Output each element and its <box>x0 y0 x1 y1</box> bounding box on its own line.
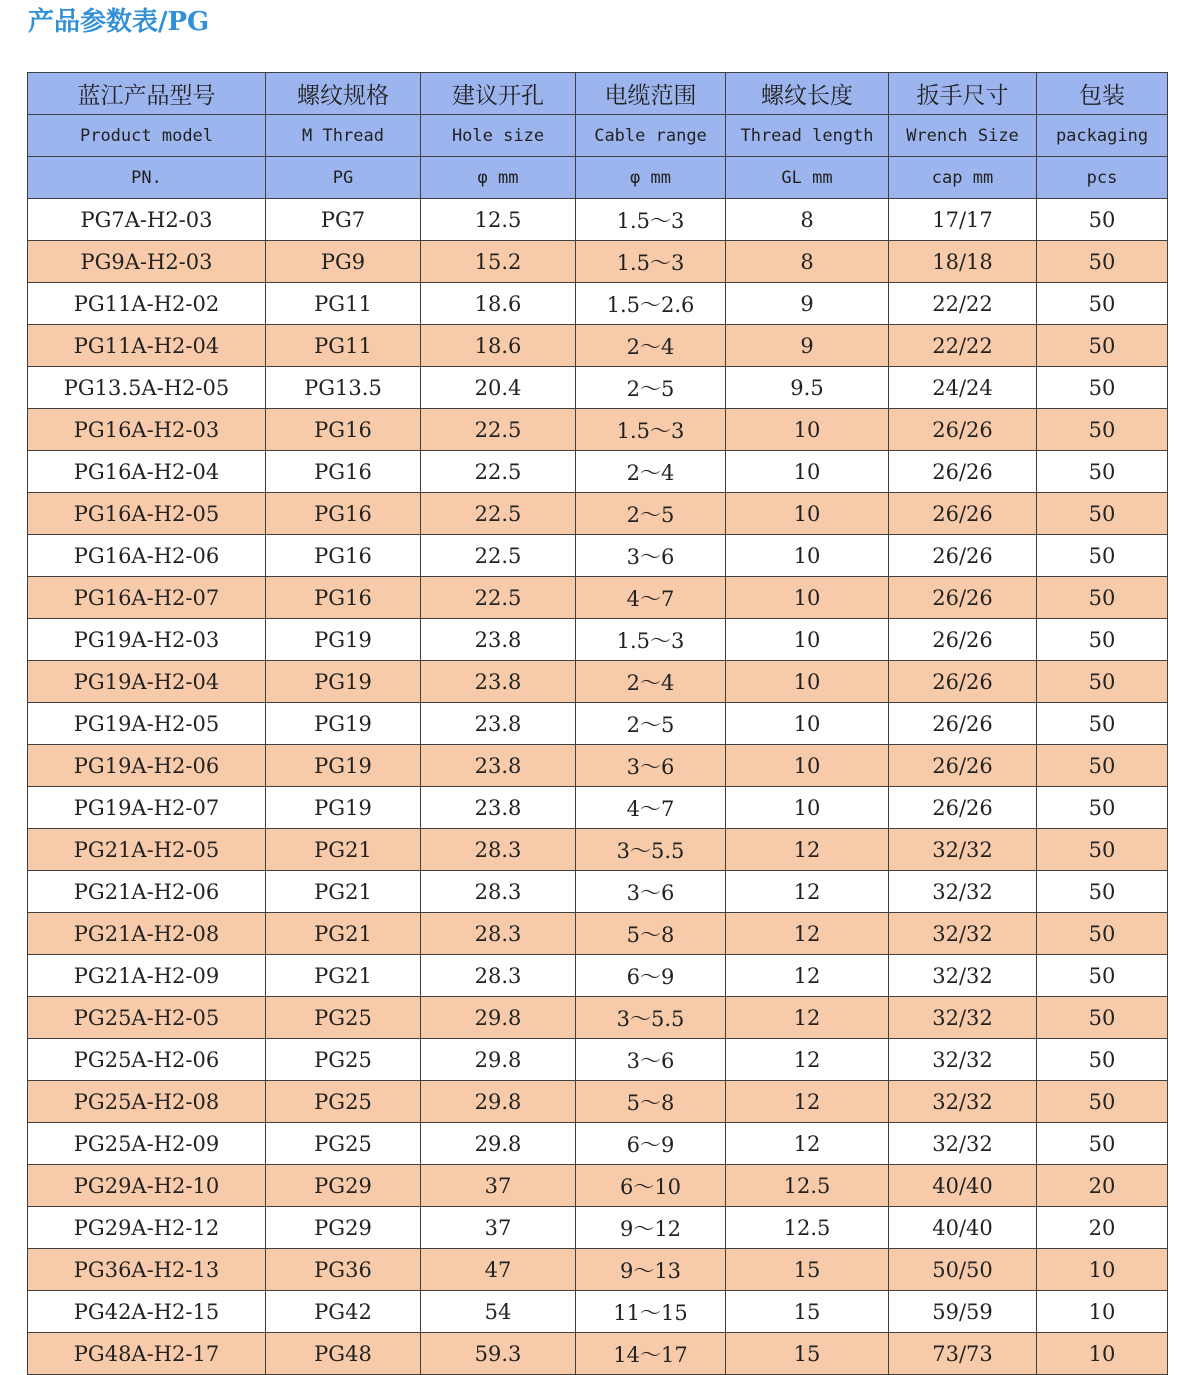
cell-cable-range: 2～5 <box>576 493 726 535</box>
cell-thread-length: 10 <box>726 787 889 829</box>
table-row <box>28 367 1168 409</box>
header-cn-product-model: 蓝江产品型号 <box>28 73 266 115</box>
table-row <box>28 451 1168 493</box>
table-row <box>28 1333 1168 1375</box>
cell-product-model: PG19A-H2-03 <box>28 619 266 661</box>
cell-thread: PG16 <box>266 493 421 535</box>
cell-thread-length: 12 <box>726 1039 889 1081</box>
cell-cable-range: 6～10 <box>576 1165 726 1207</box>
cell-wrench-size: 40/40 <box>889 1207 1037 1249</box>
cell-wrench-size: 17/17 <box>889 199 1037 241</box>
table-row <box>28 325 1168 367</box>
cell-hole-size: 22.5 <box>421 451 576 493</box>
cell-cable-range: 3～6 <box>576 1039 726 1081</box>
cell-packaging: 50 <box>1037 913 1168 955</box>
cell-cable-range: 1.5～3 <box>576 241 726 283</box>
header-en-cable-range: Cable range <box>576 115 726 157</box>
cell-hole-size: 18.6 <box>421 325 576 367</box>
cell-thread-length: 15 <box>726 1249 889 1291</box>
header-cn-thread: 螺纹规格 <box>266 73 421 115</box>
cell-thread: PG7 <box>266 199 421 241</box>
cell-wrench-size: 26/26 <box>889 745 1037 787</box>
header-en-thread-length: Thread length <box>726 115 889 157</box>
header-unit-product-model: PN. <box>28 157 266 199</box>
header-unit-hole-size: φ mm <box>421 157 576 199</box>
cell-thread: PG29 <box>266 1207 421 1249</box>
cell-wrench-size: 24/24 <box>889 367 1037 409</box>
cell-thread: PG25 <box>266 1081 421 1123</box>
cell-packaging: 50 <box>1037 1081 1168 1123</box>
cell-packaging: 20 <box>1037 1165 1168 1207</box>
table-row <box>28 199 1168 241</box>
cell-hole-size: 22.5 <box>421 577 576 619</box>
cell-packaging: 50 <box>1037 1123 1168 1165</box>
cell-hole-size: 23.8 <box>421 619 576 661</box>
table-row <box>28 661 1168 703</box>
cell-cable-range: 3～6 <box>576 535 726 577</box>
cell-thread: PG36 <box>266 1249 421 1291</box>
table-row <box>28 913 1168 955</box>
cell-packaging: 10 <box>1037 1249 1168 1291</box>
cell-hole-size: 59.3 <box>421 1333 576 1375</box>
cell-thread-length: 10 <box>726 409 889 451</box>
cell-hole-size: 28.3 <box>421 913 576 955</box>
header-unit-thread: PG <box>266 157 421 199</box>
cell-hole-size: 23.8 <box>421 787 576 829</box>
cell-product-model: PG11A-H2-02 <box>28 283 266 325</box>
cell-packaging: 50 <box>1037 409 1168 451</box>
table-header <box>28 73 1168 199</box>
cell-thread: PG25 <box>266 1039 421 1081</box>
cell-thread: PG21 <box>266 829 421 871</box>
header-cn-thread-length: 螺纹长度 <box>726 73 889 115</box>
cell-wrench-size: 26/26 <box>889 493 1037 535</box>
cell-thread: PG21 <box>266 871 421 913</box>
cell-thread: PG19 <box>266 661 421 703</box>
cell-thread: PG19 <box>266 787 421 829</box>
cell-wrench-size: 26/26 <box>889 409 1037 451</box>
table-row <box>28 1165 1168 1207</box>
cell-wrench-size: 26/26 <box>889 577 1037 619</box>
header-unit-packaging: pcs <box>1037 157 1168 199</box>
cell-wrench-size: 32/32 <box>889 829 1037 871</box>
cell-thread-length: 9.5 <box>726 367 889 409</box>
cell-wrench-size: 22/22 <box>889 283 1037 325</box>
cell-packaging: 20 <box>1037 1207 1168 1249</box>
cell-product-model: PG21A-H2-08 <box>28 913 266 955</box>
cell-wrench-size: 59/59 <box>889 1291 1037 1333</box>
cell-cable-range: 2～4 <box>576 661 726 703</box>
cell-wrench-size: 32/32 <box>889 997 1037 1039</box>
cell-cable-range: 2～4 <box>576 451 726 493</box>
cell-thread-length: 9 <box>726 325 889 367</box>
cell-packaging: 50 <box>1037 367 1168 409</box>
cell-packaging: 50 <box>1037 1039 1168 1081</box>
cell-thread: PG16 <box>266 409 421 451</box>
cell-thread: PG9 <box>266 241 421 283</box>
cell-thread: PG21 <box>266 955 421 997</box>
cell-thread: PG42 <box>266 1291 421 1333</box>
cell-thread: PG16 <box>266 535 421 577</box>
cell-thread-length: 8 <box>726 241 889 283</box>
cell-packaging: 50 <box>1037 997 1168 1039</box>
header-unit-cable-range: φ mm <box>576 157 726 199</box>
cell-thread-length: 12 <box>726 955 889 997</box>
table-row <box>28 871 1168 913</box>
cell-wrench-size: 32/32 <box>889 913 1037 955</box>
header-row-units <box>28 157 1168 199</box>
cell-thread-length: 10 <box>726 703 889 745</box>
cell-product-model: PG29A-H2-10 <box>28 1165 266 1207</box>
cell-thread-length: 10 <box>726 745 889 787</box>
cell-thread: PG25 <box>266 1123 421 1165</box>
cell-packaging: 50 <box>1037 283 1168 325</box>
cell-hole-size: 37 <box>421 1207 576 1249</box>
cell-thread-length: 10 <box>726 577 889 619</box>
table-row <box>28 745 1168 787</box>
cell-hole-size: 20.4 <box>421 367 576 409</box>
cell-packaging: 50 <box>1037 451 1168 493</box>
cell-wrench-size: 32/32 <box>889 1081 1037 1123</box>
header-en-wrench-size: Wrench Size <box>889 115 1037 157</box>
header-cn-packaging: 包装 <box>1037 73 1168 115</box>
cell-wrench-size: 26/26 <box>889 619 1037 661</box>
table-row <box>28 955 1168 997</box>
cell-thread-length: 12 <box>726 997 889 1039</box>
table-row <box>28 1291 1168 1333</box>
table-row <box>28 1123 1168 1165</box>
cell-thread: PG11 <box>266 325 421 367</box>
table-row <box>28 1081 1168 1123</box>
cell-thread: PG16 <box>266 451 421 493</box>
header-cn-wrench-size: 扳手尺寸 <box>889 73 1037 115</box>
cell-thread-length: 12.5 <box>726 1207 889 1249</box>
cell-thread-length: 10 <box>726 619 889 661</box>
cell-hole-size: 18.6 <box>421 283 576 325</box>
cell-packaging: 50 <box>1037 661 1168 703</box>
cell-product-model: PG29A-H2-12 <box>28 1207 266 1249</box>
cell-product-model: PG48A-H2-17 <box>28 1333 266 1375</box>
cell-hole-size: 54 <box>421 1291 576 1333</box>
table-row <box>28 1249 1168 1291</box>
cell-wrench-size: 18/18 <box>889 241 1037 283</box>
cell-cable-range: 3～6 <box>576 745 726 787</box>
cell-hole-size: 23.8 <box>421 703 576 745</box>
cell-hole-size: 15.2 <box>421 241 576 283</box>
cell-product-model: PG19A-H2-05 <box>28 703 266 745</box>
cell-thread-length: 15 <box>726 1333 889 1375</box>
cell-thread: PG13.5 <box>266 367 421 409</box>
table-row <box>28 997 1168 1039</box>
cell-cable-range: 9～13 <box>576 1249 726 1291</box>
cell-product-model: PG36A-H2-13 <box>28 1249 266 1291</box>
header-cn-hole-size: 建议开孔 <box>421 73 576 115</box>
cell-hole-size: 29.8 <box>421 1039 576 1081</box>
cell-product-model: PG13.5A-H2-05 <box>28 367 266 409</box>
cell-cable-range: 4～7 <box>576 577 726 619</box>
cell-wrench-size: 22/22 <box>889 325 1037 367</box>
cell-hole-size: 37 <box>421 1165 576 1207</box>
cell-cable-range: 2～5 <box>576 703 726 745</box>
cell-thread: PG19 <box>266 745 421 787</box>
cell-product-model: PG16A-H2-04 <box>28 451 266 493</box>
header-cn-cable-range: 电缆范围 <box>576 73 726 115</box>
cell-cable-range: 1.5～3 <box>576 409 726 451</box>
cell-product-model: PG19A-H2-04 <box>28 661 266 703</box>
table-row <box>28 829 1168 871</box>
cell-cable-range: 14～17 <box>576 1333 726 1375</box>
cell-thread-length: 10 <box>726 535 889 577</box>
cell-packaging: 50 <box>1037 703 1168 745</box>
cell-thread: PG29 <box>266 1165 421 1207</box>
cell-thread-length: 15 <box>726 1291 889 1333</box>
cell-thread: PG19 <box>266 703 421 745</box>
cell-wrench-size: 26/26 <box>889 661 1037 703</box>
table-row <box>28 1207 1168 1249</box>
cell-cable-range: 5～8 <box>576 913 726 955</box>
cell-cable-range: 1.5～3 <box>576 619 726 661</box>
cell-hole-size: 22.5 <box>421 493 576 535</box>
table-row <box>28 619 1168 661</box>
cell-packaging: 50 <box>1037 745 1168 787</box>
table-row <box>28 409 1168 451</box>
cell-wrench-size: 26/26 <box>889 535 1037 577</box>
header-en-packaging: packaging <box>1037 115 1168 157</box>
table-row <box>28 1039 1168 1081</box>
cell-thread-length: 10 <box>726 451 889 493</box>
cell-cable-range: 2～5 <box>576 367 726 409</box>
cell-cable-range: 5～8 <box>576 1081 726 1123</box>
cell-packaging: 50 <box>1037 493 1168 535</box>
cell-packaging: 10 <box>1037 1291 1168 1333</box>
cell-product-model: PG25A-H2-05 <box>28 997 266 1039</box>
cell-thread-length: 10 <box>726 493 889 535</box>
cell-product-model: PG16A-H2-03 <box>28 409 266 451</box>
cell-thread: PG16 <box>266 577 421 619</box>
cell-wrench-size: 73/73 <box>889 1333 1037 1375</box>
table-row <box>28 577 1168 619</box>
table-row <box>28 241 1168 283</box>
table-body <box>28 199 1168 1375</box>
cell-thread: PG21 <box>266 913 421 955</box>
cell-thread: PG11 <box>266 283 421 325</box>
cell-cable-range: 9～12 <box>576 1207 726 1249</box>
header-en-hole-size: Hole size <box>421 115 576 157</box>
cell-cable-range: 3～5.5 <box>576 829 726 871</box>
cell-wrench-size: 26/26 <box>889 787 1037 829</box>
cell-thread: PG19 <box>266 619 421 661</box>
cell-packaging: 50 <box>1037 619 1168 661</box>
cell-hole-size: 47 <box>421 1249 576 1291</box>
cell-packaging: 50 <box>1037 199 1168 241</box>
cell-product-model: PG19A-H2-07 <box>28 787 266 829</box>
cell-thread-length: 8 <box>726 199 889 241</box>
cell-wrench-size: 32/32 <box>889 871 1037 913</box>
cell-wrench-size: 40/40 <box>889 1165 1037 1207</box>
cell-product-model: PG16A-H2-06 <box>28 535 266 577</box>
cell-packaging: 50 <box>1037 787 1168 829</box>
header-unit-thread-length: GL mm <box>726 157 889 199</box>
table-row <box>28 493 1168 535</box>
cell-wrench-size: 32/32 <box>889 1039 1037 1081</box>
cell-product-model: PG9A-H2-03 <box>28 241 266 283</box>
cell-wrench-size: 26/26 <box>889 451 1037 493</box>
cell-cable-range: 3～6 <box>576 871 726 913</box>
cell-hole-size: 29.8 <box>421 1123 576 1165</box>
cell-hole-size: 29.8 <box>421 1081 576 1123</box>
cell-thread-length: 9 <box>726 283 889 325</box>
table-row <box>28 283 1168 325</box>
cell-product-model: PG42A-H2-15 <box>28 1291 266 1333</box>
cell-product-model: PG16A-H2-05 <box>28 493 266 535</box>
cell-packaging: 50 <box>1037 871 1168 913</box>
header-en-thread: M Thread <box>266 115 421 157</box>
cell-hole-size: 29.8 <box>421 997 576 1039</box>
cell-product-model: PG25A-H2-08 <box>28 1081 266 1123</box>
table-row <box>28 787 1168 829</box>
header-en-product-model: Product model <box>28 115 266 157</box>
cell-hole-size: 28.3 <box>421 871 576 913</box>
cell-product-model: PG11A-H2-04 <box>28 325 266 367</box>
cell-thread-length: 12 <box>726 1081 889 1123</box>
header-row-chinese <box>28 73 1168 115</box>
cell-hole-size: 28.3 <box>421 829 576 871</box>
cell-packaging: 50 <box>1037 241 1168 283</box>
cell-thread-length: 12.5 <box>726 1165 889 1207</box>
cell-thread-length: 12 <box>726 829 889 871</box>
cell-cable-range: 6～9 <box>576 955 726 997</box>
cell-cable-range: 2～4 <box>576 325 726 367</box>
cell-cable-range: 1.5～2.6 <box>576 283 726 325</box>
cell-product-model: PG21A-H2-09 <box>28 955 266 997</box>
cell-product-model: PG19A-H2-06 <box>28 745 266 787</box>
cell-packaging: 10 <box>1037 1333 1168 1375</box>
cell-hole-size: 23.8 <box>421 745 576 787</box>
cell-wrench-size: 32/32 <box>889 955 1037 997</box>
cell-hole-size: 22.5 <box>421 409 576 451</box>
product-parameter-table <box>27 72 1168 1375</box>
table-row <box>28 703 1168 745</box>
cell-cable-range: 3～5.5 <box>576 997 726 1039</box>
cell-product-model: PG25A-H2-09 <box>28 1123 266 1165</box>
cell-product-model: PG16A-H2-07 <box>28 577 266 619</box>
cell-wrench-size: 50/50 <box>889 1249 1037 1291</box>
table-row <box>28 535 1168 577</box>
cell-thread-length: 12 <box>726 871 889 913</box>
header-unit-wrench-size: cap mm <box>889 157 1037 199</box>
cell-hole-size: 28.3 <box>421 955 576 997</box>
cell-cable-range: 1.5～3 <box>576 199 726 241</box>
cell-packaging: 50 <box>1037 535 1168 577</box>
cell-packaging: 50 <box>1037 955 1168 997</box>
cell-thread-length: 12 <box>726 913 889 955</box>
cell-cable-range: 11～15 <box>576 1291 726 1333</box>
cell-cable-range: 4～7 <box>576 787 726 829</box>
cell-packaging: 50 <box>1037 577 1168 619</box>
cell-thread-length: 12 <box>726 1123 889 1165</box>
cell-hole-size: 12.5 <box>421 199 576 241</box>
cell-product-model: PG21A-H2-05 <box>28 829 266 871</box>
cell-thread: PG48 <box>266 1333 421 1375</box>
cell-product-model: PG7A-H2-03 <box>28 199 266 241</box>
header-row-english <box>28 115 1168 157</box>
cell-product-model: PG21A-H2-06 <box>28 871 266 913</box>
cell-hole-size: 23.8 <box>421 661 576 703</box>
cell-wrench-size: 26/26 <box>889 703 1037 745</box>
cell-thread-length: 10 <box>726 661 889 703</box>
cell-thread: PG25 <box>266 997 421 1039</box>
cell-cable-range: 6～9 <box>576 1123 726 1165</box>
cell-packaging: 50 <box>1037 829 1168 871</box>
cell-product-model: PG25A-H2-06 <box>28 1039 266 1081</box>
cell-hole-size: 22.5 <box>421 535 576 577</box>
cell-packaging: 50 <box>1037 325 1168 367</box>
cell-wrench-size: 32/32 <box>889 1123 1037 1165</box>
page-title: 产品参数表/PG <box>28 7 210 37</box>
